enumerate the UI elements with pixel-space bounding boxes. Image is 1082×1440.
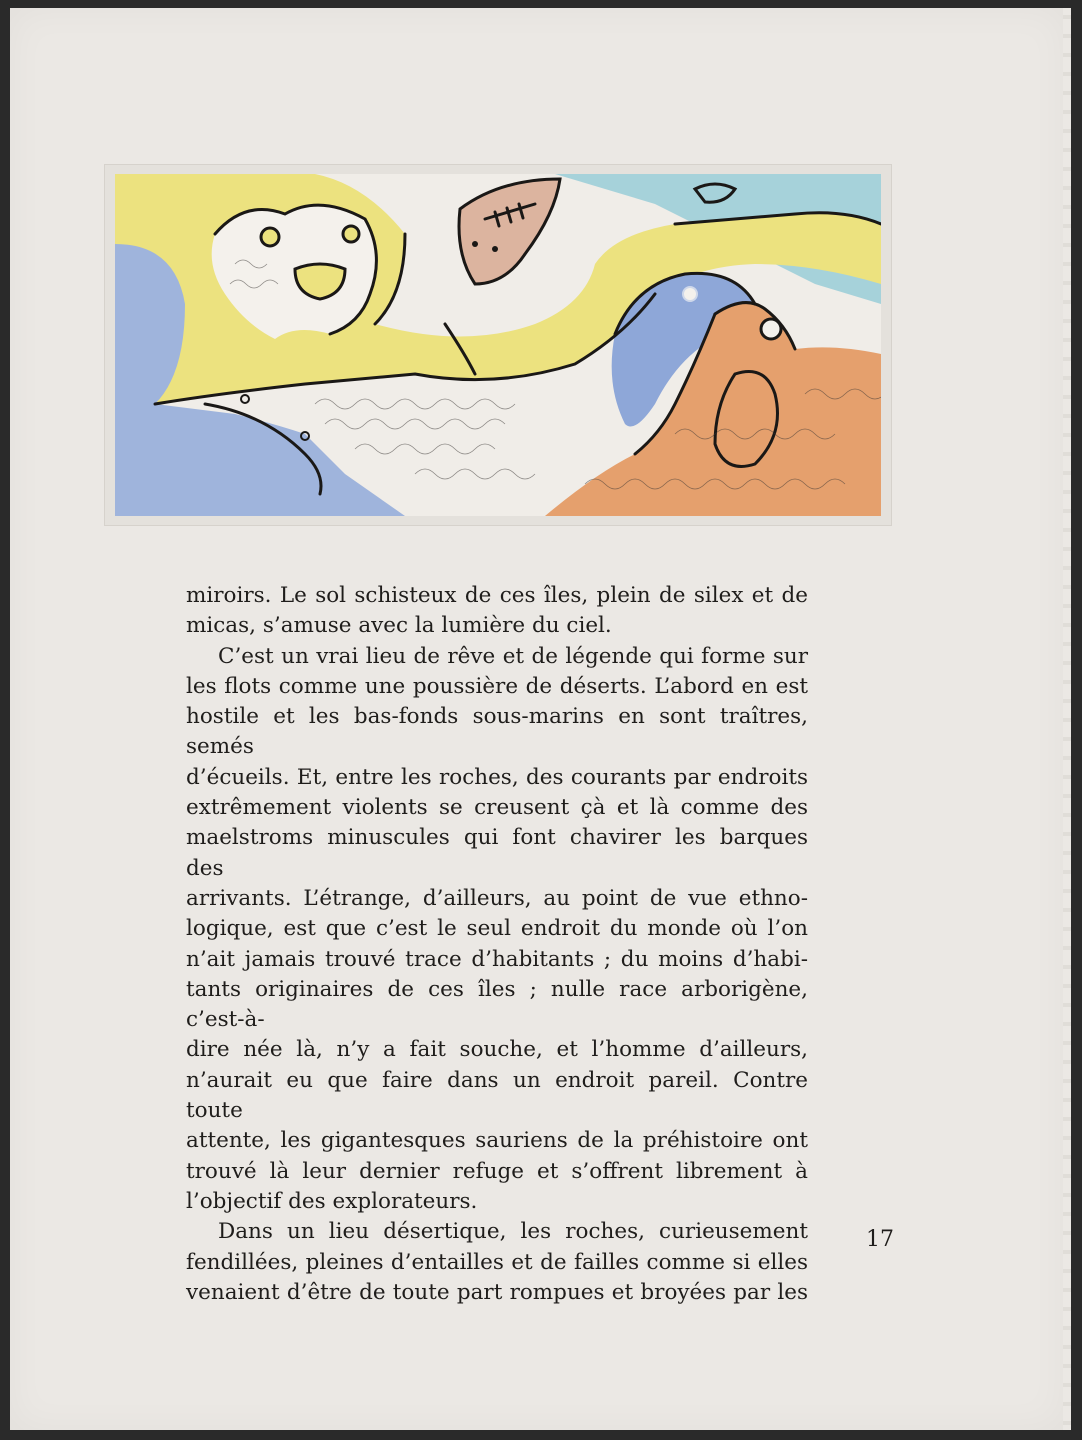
text-line: tants originaires de ces îles ; nulle race arborigène, c’est-à- <box>186 976 808 1033</box>
text-line: d’écueils. Et, entre les roches, des courants par endroits <box>186 764 808 790</box>
text-line: dire née là, n’y a fait souche, et l’homme d’ailleurs, <box>186 1037 808 1063</box>
text-line: venaient d’être de toute part rompues et broyées par les <box>186 1279 808 1305</box>
body-text <box>186 581 808 1308</box>
text-line: attente, les gigantesques sauriens de la préhistoire ont <box>186 1128 808 1154</box>
text-line: trouvé là leur dernier refuge et s’offrent librement à <box>186 1158 808 1184</box>
blue-eye <box>683 287 697 301</box>
text-line: fendillées, pleines d’entailles et de failles comme si elles <box>186 1249 808 1275</box>
text-line: maelstroms minuscules qui font chavirer les barques des <box>186 825 808 881</box>
text-line: miroirs. Le sol schisteux de ces îles, plein de silex et de <box>186 583 808 608</box>
paragraph-1 <box>186 581 808 642</box>
paragraph-3 <box>186 1217 808 1308</box>
page-number: 17 <box>866 1227 894 1252</box>
text-line: n’ait jamais trouvé trace d’habitants ; du moins d’habi- <box>186 946 808 972</box>
text-line: C’est un vrai lieu de rêve et de légende qui forme sur <box>218 643 808 669</box>
text-line: hostile et les bas-fonds sous-marins en sont traîtres, semés <box>186 704 808 760</box>
text-line: logique, est que c’est le seul endroit du monde où l’on <box>186 916 808 942</box>
text-line: les flots comme une poussière de déserts. L’abord en est <box>186 673 808 699</box>
illustration <box>115 174 881 516</box>
paragraph-2 <box>186 642 808 1218</box>
text-line: micas, s’amuse avec la lumière du ciel. <box>186 613 612 639</box>
text-line: extrêmement violents se creusent çà et là comme des <box>186 795 808 821</box>
etching-plate <box>104 164 892 526</box>
face-eye-left <box>261 228 279 246</box>
book-page <box>10 8 1065 1430</box>
text-line: l’objectif des explorateurs. <box>186 1188 478 1214</box>
face-eye-right <box>343 226 359 242</box>
text-line: arrivants. L’étrange, d’ailleurs, au point de vue ethno- <box>186 885 808 911</box>
text-line: n’aurait eu que faire dans un endroit pareil. Contre toute <box>186 1067 808 1124</box>
figure-eye <box>761 319 781 339</box>
text-line: Dans un lieu désertique, les roches, curieusement <box>218 1219 808 1245</box>
